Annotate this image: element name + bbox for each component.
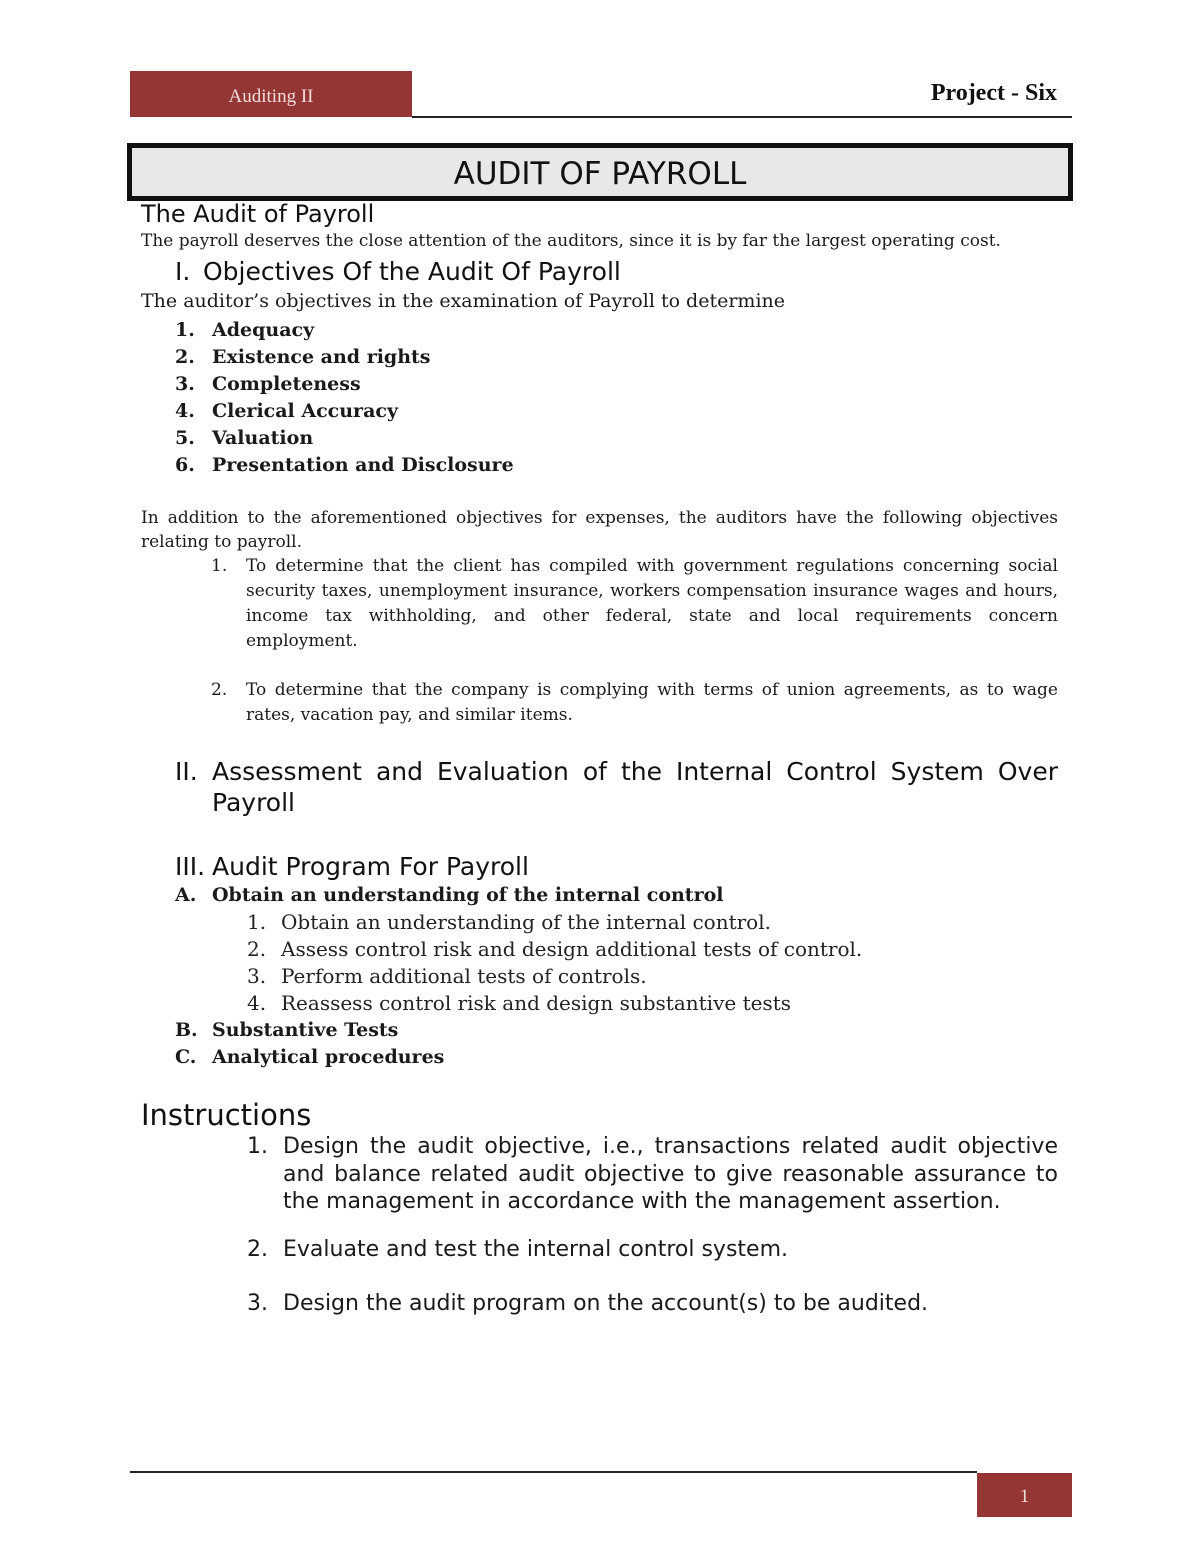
intro-heading: The Audit of Payroll: [141, 200, 375, 228]
item-number: 6.: [175, 454, 195, 476]
item-number: 1.: [211, 556, 228, 576]
instructions-list: [141, 1133, 1058, 1318]
item-text: Obtain an understanding of the internal control: [212, 884, 724, 906]
section2-title: Assessment and Evaluation of the Internal Control System Over Payroll: [212, 757, 1058, 817]
section1-lead: The auditor’s objectives in the examination of Payroll to determine: [141, 290, 785, 312]
audit-program-steps: [175, 909, 1058, 1017]
item-number: 4.: [175, 400, 195, 422]
section2-number: II.: [175, 757, 198, 786]
list-item: [247, 936, 1058, 963]
page-title: AUDIT OF PAYROLL: [127, 143, 1073, 201]
list-item: [175, 344, 1058, 371]
list-item: [175, 317, 1058, 344]
item-text: Adequacy: [212, 319, 315, 341]
item-header: [175, 1044, 1058, 1071]
item-text: To determine that the company is complying with terms of union agreements, as to wage rates, vacation pay, and similar items.: [246, 680, 1058, 725]
item-letter: C.: [175, 1046, 197, 1068]
item-number: 3.: [175, 373, 195, 395]
page-number: 1: [1019, 1486, 1030, 1507]
item-number: 2.: [247, 1236, 268, 1262]
section1-heading: [141, 256, 1058, 287]
list-item: [247, 909, 1058, 936]
list-item: [211, 678, 1058, 728]
item-text: Clerical Accuracy: [212, 400, 398, 422]
document-body: [141, 199, 1058, 1318]
item-text: Assess control risk and design additional tests of control.: [281, 937, 863, 961]
item-text: Perform additional tests of controls.: [281, 964, 647, 988]
item-header: [175, 1017, 1058, 1044]
footer-rule: [130, 1471, 977, 1473]
audit-program-item-c: [175, 1044, 1058, 1071]
list-item: [247, 963, 1058, 990]
item-number: 1.: [247, 1134, 268, 1159]
intro-text: The payroll deserves the close attention of the auditors, since it is by far the largest operating cost.: [141, 231, 1001, 251]
section1-number: I.: [175, 257, 191, 286]
item-text: Analytical procedures: [212, 1046, 445, 1068]
item-text: Substantive Tests: [212, 1019, 399, 1041]
instructions-heading: Instructions: [141, 1098, 312, 1132]
item-number: 2.: [247, 937, 267, 961]
section3-title: Audit Program For Payroll: [212, 852, 529, 881]
list-item: [175, 371, 1058, 398]
item-text: Design the audit objective, i.e., transactions related audit objective and balance related audit objective to give reasonable assurance to the management in accordance with the management assertion.: [283, 1134, 1058, 1214]
item-number: 4.: [247, 991, 267, 1015]
list-item: [175, 425, 1058, 452]
header-project-label: Project - Six: [930, 80, 1057, 106]
item-letter: A.: [175, 884, 197, 906]
item-letter: B.: [175, 1019, 198, 1041]
audit-program-item-a: [175, 882, 1058, 1017]
section2-heading: [141, 756, 1058, 818]
item-number: 2.: [175, 346, 195, 368]
item-number: 1.: [247, 910, 267, 934]
list-item: [247, 1133, 1058, 1216]
addition-text: In addition to the aforementioned objectives for expenses, the auditors have the following objectives relating to payroll.: [141, 508, 1058, 552]
item-text: Design the audit program on the account(s) to be audited.: [283, 1291, 929, 1316]
list-item: [247, 1236, 1058, 1264]
item-number: 5.: [175, 427, 195, 449]
section3-heading: [141, 851, 1058, 882]
list-item: [175, 398, 1058, 425]
item-text: Presentation and Disclosure: [212, 454, 514, 476]
item-number: 3.: [247, 964, 267, 988]
page-number-box: [977, 1473, 1072, 1517]
item-text: Valuation: [212, 427, 314, 449]
item-text: Completeness: [212, 373, 361, 395]
item-text: Obtain an understanding of the internal control.: [281, 910, 771, 934]
item-text: To determine that the client has compiled with government regulations concerning social security taxes, unemployment insurance, workers compensation insurance wages and hours, income tax withholding, and other federal, state and local requirements concern employment.: [246, 556, 1058, 651]
audit-program-list: [141, 882, 1058, 1071]
payroll-objectives-list: [141, 554, 1058, 728]
item-number: 3.: [247, 1291, 268, 1316]
header-rule: [412, 116, 1072, 118]
list-item: [175, 452, 1058, 479]
section1-title: Objectives Of the Audit Of Payroll: [203, 257, 621, 286]
item-header: [175, 882, 1058, 909]
item-number: 2.: [211, 680, 228, 700]
list-item: [211, 554, 1058, 654]
audit-program-item-b: [175, 1017, 1058, 1044]
list-item: [247, 990, 1058, 1017]
item-text: Reassess control risk and design substantive tests: [281, 991, 791, 1015]
section3-number: III.: [175, 852, 206, 881]
item-text: Existence and rights: [212, 346, 431, 368]
header-course-box: [130, 71, 412, 117]
header-course-label: Auditing II: [228, 86, 314, 107]
item-number: 1.: [175, 319, 195, 341]
objectives-list: [141, 317, 1058, 479]
list-item: [247, 1290, 1058, 1318]
item-text: Evaluate and test the internal control system.: [283, 1236, 789, 1262]
